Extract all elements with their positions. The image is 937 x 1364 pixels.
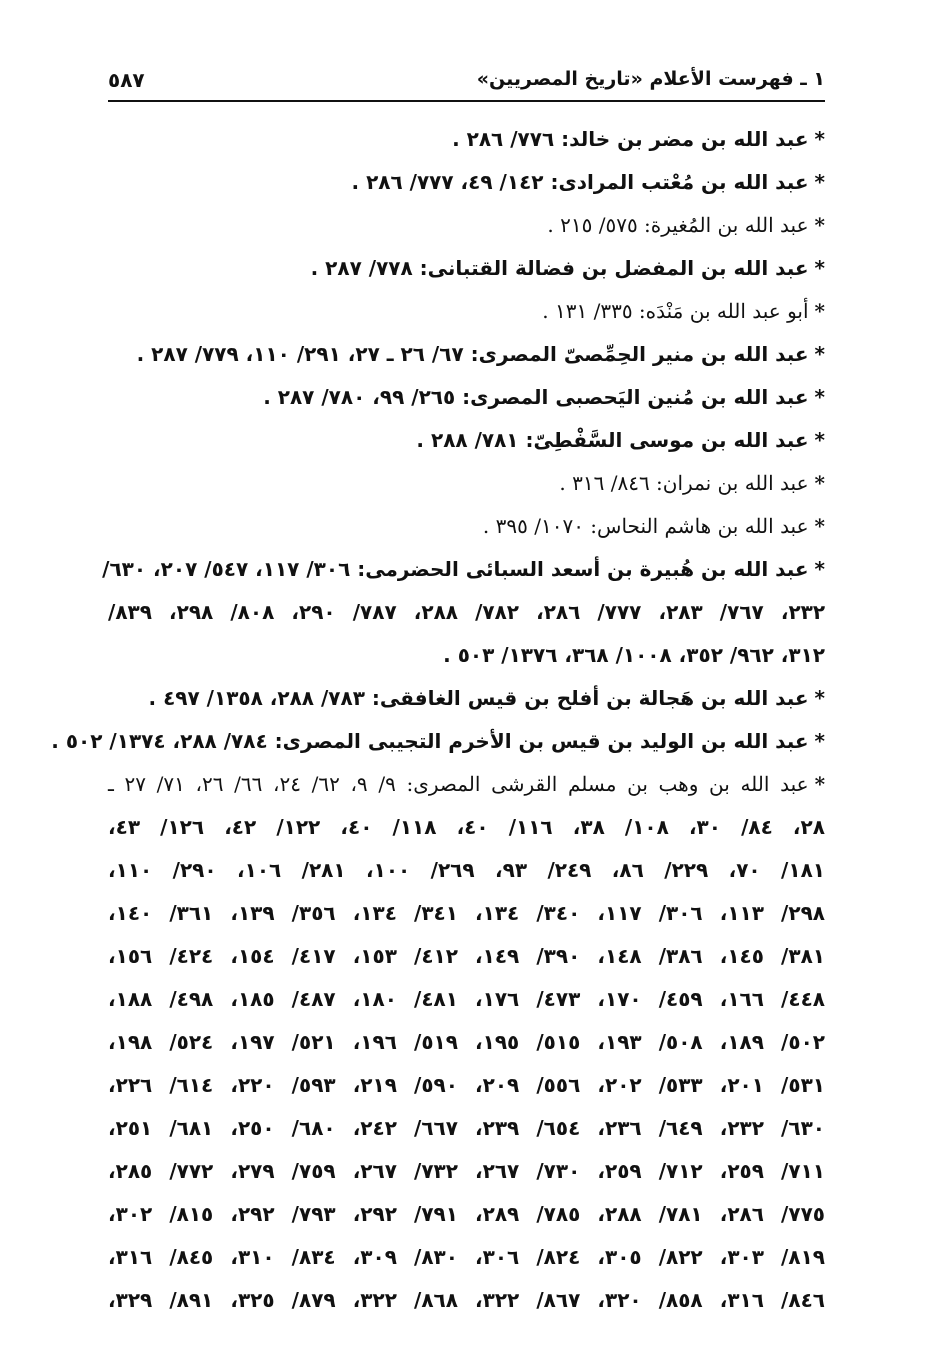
index-entry	[108, 247, 825, 290]
entry-references: ٧١١/ ٢٥٩، ٧١٢/ ٢٥٩، ٧٣٠/ ٢٦٧، ٧٣٢/ ٢٦٧، ٧٥٩/ ٢٧٩، ٧٧٢/ ٢٨٥،	[108, 1159, 825, 1183]
entry-bullet-icon: *	[814, 428, 825, 452]
index-entry-continuation	[108, 849, 825, 892]
index-entry	[108, 376, 825, 419]
entry-references: ١٨١/ ٧٠، ٢٢٩/ ٨٦، ٢٤٩/ ٩٣، ٢٦٩/ ١٠٠، ٢٨١/ ١٠٦، ٢٩٠/ ١١٠،	[108, 858, 825, 882]
index-entry	[108, 677, 825, 720]
entry-bullet-icon: *	[814, 557, 825, 581]
index-entry-continuation	[108, 1193, 825, 1236]
entry-name: أبو عبد الله بن مَنْدَه:	[638, 299, 809, 323]
index-entries	[51, 118, 826, 1322]
index-entry-continuation	[108, 806, 825, 849]
entry-references: ١٤٢/ ٤٩، ٧٧٧/ ٢٨٦ .	[351, 170, 544, 194]
entry-name: عبد الله بن هُبيرة بن أسعد السبائى الحضرمى:	[357, 557, 809, 581]
index-entry-continuation	[108, 1279, 825, 1322]
index-entry-continuation	[108, 1150, 825, 1193]
index-entry	[108, 333, 825, 376]
entry-references: ٨١٩/ ٣٠٣، ٨٢٢/ ٣٠٥، ٨٢٤/ ٣٠٦، ٨٣٠/ ٣٠٩، ٨٣٤/ ٣١٠، ٨٤٥/ ٣١٦،	[108, 1245, 825, 1269]
index-entry-continuation	[108, 1021, 825, 1064]
entry-bullet-icon: *	[814, 471, 825, 495]
entry-references: ٨٤٦/ ٣١٦ .	[559, 471, 650, 495]
index-entry	[108, 204, 825, 247]
entry-references: ٥٣١/ ٢٠١، ٥٣٣/ ٢٠٢، ٥٥٦/ ٢٠٩، ٥٩٠/ ٢١٩، ٥٩٣/ ٢٢٠، ٦١٤/ ٢٢٦،	[108, 1073, 825, 1097]
entry-name: عبد الله بن نمران:	[656, 471, 809, 495]
entry-name: عبد الله بن الوليد بن قيس بن الأخرم التجيبى المصرى:	[274, 729, 809, 753]
index-entry-continuation	[108, 1064, 825, 1107]
entry-name: عبد الله بن مُعْتب المرادى:	[550, 170, 809, 194]
index-entry	[108, 763, 825, 806]
entry-name: عبد الله بن موسى السَّفْطِىّ:	[525, 428, 809, 452]
entry-references: ٨٤٦/ ٣١٦، ٨٥٨/ ٣٢٠، ٨٦٧/ ٣٢٢، ٨٦٨/ ٣٢٢، ٨٧٩/ ٣٢٥، ٨٩١/ ٣٢٩،	[108, 1288, 825, 1312]
entry-references: ٧٨١/ ٢٨٨ .	[416, 428, 519, 452]
entry-bullet-icon: *	[814, 213, 825, 237]
entry-bullet-icon: *	[814, 729, 825, 753]
index-entry-continuation	[108, 892, 825, 935]
entry-name: عبد الله بن المُغيرة:	[644, 213, 809, 237]
entry-references: ٤٤٨/ ١٦٦، ٤٥٩/ ١٧٠، ٤٧٣/ ١٧٦، ٤٨١/ ١٨٠، ٤٨٧/ ١٨٥، ٤٩٨/ ١٨٨،	[108, 987, 825, 1011]
index-entry	[102, 548, 825, 591]
entry-references: ٥٠٢/ ١٨٩، ٥٠٨/ ١٩٣، ٥١٥/ ١٩٥، ٥١٩/ ١٩٦، ٥٢١/ ١٩٧، ٥٢٤/ ١٩٨،	[108, 1030, 825, 1054]
entry-bullet-icon: *	[814, 385, 825, 409]
entry-references: ٦٣٠/ ٢٣٢، ٦٤٩/ ٢٣٦، ٦٥٤/ ٢٣٩، ٦٦٧/ ٢٤٢، ٦٨٠/ ٢٥٠، ٦٨١/ ٢٥١،	[108, 1116, 825, 1140]
index-entry-continuation	[108, 935, 825, 978]
entry-name: عبد الله بن مُنين اليَحصبى المصرى:	[462, 385, 809, 409]
entry-references: ٢٩٨/ ١١٣، ٣٠٦/ ١١٧، ٣٤٠/ ١٣٤، ٣٤١/ ١٣٤، ٣٥٦/ ١٣٩، ٣٦١/ ١٤٠،	[108, 901, 825, 925]
entry-references: ٢٣٢، ٧٦٧/ ٢٨٣، ٧٧٧/ ٢٨٦، ٧٨٢/ ٢٨٨، ٧٨٧/ ٢٩٠، ٨٠٨/ ٢٩٨، ٨٣٩/	[108, 600, 826, 624]
entry-bullet-icon: *	[814, 514, 825, 538]
entry-references: ٥٧٥/ ٢١٥ .	[547, 213, 638, 237]
index-entry	[51, 720, 825, 763]
entry-references: ١٠٧٠/ ٣٩٥ .	[482, 514, 584, 538]
entry-references: ٣٠٦/ ١١٧، ٥٤٧/ ٢٠٧، ٦٣٠/	[102, 557, 351, 581]
entry-name: عبد الله بن وهب بن مسلم القرشى المصرى:	[406, 772, 809, 796]
entry-bullet-icon: *	[814, 256, 825, 280]
entry-references: ٩/ ٩، ٦٢/ ٢٤، ٦٦/ ٢٦، ٧١/ ٢٧ ـ	[108, 772, 396, 796]
page-header	[108, 62, 825, 102]
index-entry-continuation	[108, 1236, 825, 1279]
entry-references: ٣٨١/ ١٤٥، ٣٨٦/ ١٤٨، ٣٩٠/ ١٤٩، ٤١٢/ ١٥٣، ٤١٧/ ١٥٤، ٤٢٤/ ١٥٦،	[108, 944, 825, 968]
entry-bullet-icon: *	[814, 170, 825, 194]
entry-references: ٧٧٦/ ٢٨٦ .	[452, 127, 555, 151]
entry-bullet-icon: *	[814, 299, 825, 323]
index-entry	[108, 161, 825, 204]
index-entry-continuation	[108, 978, 825, 1021]
running-title: ١ ـ فهرست الأعلام «تاريخ المصريين»	[476, 68, 825, 90]
entry-references: ٧٨٣/ ٢٨٨، ١٣٥٨/ ٤٩٧ .	[148, 686, 365, 710]
index-entry	[108, 505, 825, 548]
index-entry	[108, 290, 825, 333]
entry-name: عبد الله بن المفضل بن فضالة القتبانى:	[419, 256, 809, 280]
entry-name: عبد الله بن مضر بن خالد:	[561, 127, 809, 151]
entry-bullet-icon: *	[814, 127, 825, 151]
index-entry	[108, 419, 825, 462]
entry-references: ٦٧/ ٢٦ ـ ٢٧، ٢٩١/ ١١٠، ٧٧٩/ ٢٨٧ .	[136, 342, 464, 366]
entry-references: ٧٧٨/ ٢٨٧ .	[310, 256, 413, 280]
entry-bullet-icon: *	[814, 772, 826, 796]
index-entry-continuation	[108, 1107, 825, 1150]
index-entry	[108, 462, 825, 505]
entry-references: ٢٦٥/ ٩٩، ٧٨٠/ ٢٨٧ .	[263, 385, 456, 409]
entry-name: عبد الله بن منير الحِمِّصىّ المصرى:	[470, 342, 809, 366]
index-entry	[108, 118, 825, 161]
entry-bullet-icon: *	[814, 342, 825, 366]
entry-references: ٧٧٥/ ٢٨٦، ٧٨١/ ٢٨٨، ٧٨٥/ ٢٨٩، ٧٩١/ ٢٩٢، ٧٩٣/ ٢٩٢، ٨١٥/ ٣٠٢،	[108, 1202, 825, 1226]
entry-references: ٣١٢، ٩٦٢/ ٣٥٢، ١٠٠٨/ ٣٦٨، ١٣٧٦/ ٥٠٣ .	[443, 643, 825, 667]
entry-references: ٣٣٥/ ١٣١ .	[542, 299, 633, 323]
entry-references: ٢٨، ٨٤/ ٣٠، ١٠٨/ ٣٨، ١١٦/ ٤٠، ١١٨/ ٤٠، ١٢٢/ ٤٢، ١٢٦/ ٤٣،	[108, 815, 825, 839]
index-entry-continuation	[108, 591, 825, 634]
index-entry-continuation	[108, 634, 825, 677]
entry-references: ٧٨٤/ ٢٨٨، ١٣٧٤/ ٥٠٢ .	[51, 729, 268, 753]
header-rule	[108, 100, 825, 102]
page-number: ٥٨٧	[108, 68, 145, 92]
entry-name: عبد الله بن هَجالة بن أفلح بن قيس الغافقى:	[371, 686, 809, 710]
entry-bullet-icon: *	[814, 686, 825, 710]
entry-name: عبد الله بن هاشم النحاس:	[590, 514, 809, 538]
